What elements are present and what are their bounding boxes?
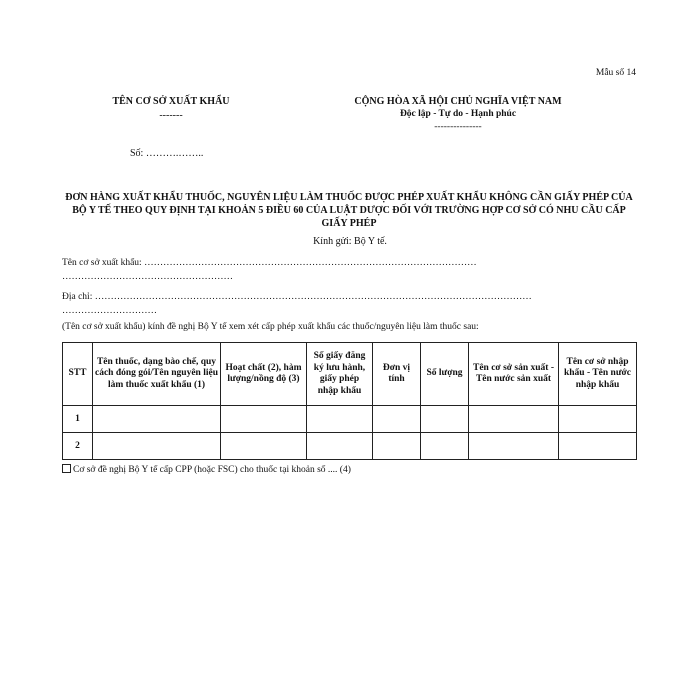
table-cell[interactable]: [421, 433, 469, 460]
table-cell[interactable]: [421, 406, 469, 433]
header-manufacturer: Tên cơ sở sản xuất - Tên nước sản xuất: [469, 343, 559, 406]
form-number: Mẫu số 14: [595, 68, 636, 78]
header-active-ingredient: Hoạt chất (2), hàm lượng/nồng độ (3): [221, 343, 307, 406]
exporter-name-line-cont: ………………………………………………: [62, 272, 233, 282]
header-importer: Tên cơ sở nhập khẩu - Tên nước nhập khẩu: [559, 343, 637, 406]
table-cell[interactable]: [221, 433, 307, 460]
cpp-checkbox[interactable]: [62, 464, 71, 473]
document-number-line: Số: ……….……..: [130, 148, 204, 159]
address-field: [62, 290, 642, 318]
exporter-name-line: Tên cơ sở xuất khẩu: ……………………………………………………………………………………………: [62, 258, 477, 268]
header-unit: Đơn vị tính: [373, 343, 421, 406]
header-product-name: Tên thuốc, dạng bào chế, quy cách đóng gói/Tên nguyên liệu làm thuốc xuất khẩu (1): [93, 343, 221, 406]
exporter-org-label: TÊN CƠ SỞ XUẤT KHẨU: [112, 96, 230, 107]
header-stt: STT: [63, 343, 93, 406]
motto-dashes: ---------------: [434, 122, 482, 132]
address-line: Địa chỉ: …………………………………………………………………………………………………………………………: [62, 292, 532, 302]
table-cell[interactable]: [559, 406, 637, 433]
header-registration-number: Số giấy đăng ký lưu hành, giấy phép nhập khẩu: [307, 343, 373, 406]
table-cell[interactable]: [307, 433, 373, 460]
product-table: [62, 342, 637, 460]
request-note: (Tên cơ sở xuất khẩu) kính đề nghị Bộ Y tế xem xét cấp phép xuất khẩu các thuốc/nguyên liệu làm thuốc sau:: [62, 322, 479, 332]
addressee: Kính gửi: Bộ Y tế.: [313, 236, 387, 247]
table-cell[interactable]: [469, 406, 559, 433]
document-title: ĐƠN HÀNG XUẤT KHẨU THUỐC, NGUYÊN LIỆU LÀM THUỐC ĐƯỢC PHÉP XUẤT KHẨU KHÔNG CẦN GIẤY PHÉP CỦA BỘ Y TẾ THEO QUY ĐỊNH TẠI KHOẢN 5 ĐIỀU 60 CỦA LUẬT DƯỢC ĐỐI VỚI TRƯỜNG HỢP CƠ SỞ CÓ NHU CẦU CẤP GIẤY PHÉP: [65, 192, 633, 229]
table-cell[interactable]: [93, 433, 221, 460]
cpp-request-text: Cơ sở đề nghị Bộ Y tế cấp CPP (hoặc FSC) cho thuốc tại khoản số .... (4): [73, 465, 351, 475]
country-name: CỘNG HÒA XÃ HỘI CHỦ NGHĨA VIỆT NAM: [354, 96, 562, 107]
table-row: [63, 406, 637, 433]
table-cell[interactable]: [221, 406, 307, 433]
table-cell[interactable]: [559, 433, 637, 460]
national-motto: Độc lập - Tự do - Hạnh phúc: [399, 109, 517, 119]
table-cell[interactable]: [469, 433, 559, 460]
address-line-cont: …………………………: [62, 306, 157, 316]
table-cell[interactable]: [373, 433, 421, 460]
table-cell[interactable]: [373, 406, 421, 433]
table-cell[interactable]: [307, 406, 373, 433]
exporter-dashes: -------: [159, 110, 183, 121]
table-cell[interactable]: [93, 406, 221, 433]
row-stt: 2: [63, 433, 93, 460]
header-quantity: Số lượng: [421, 343, 469, 406]
table-row: [63, 433, 637, 460]
cpp-request-line: [62, 465, 351, 475]
exporter-header: [108, 95, 234, 123]
exporter-name-field: [62, 256, 642, 284]
national-header: [345, 95, 571, 134]
row-stt: 1: [63, 406, 93, 433]
table-header-row: [63, 343, 637, 406]
